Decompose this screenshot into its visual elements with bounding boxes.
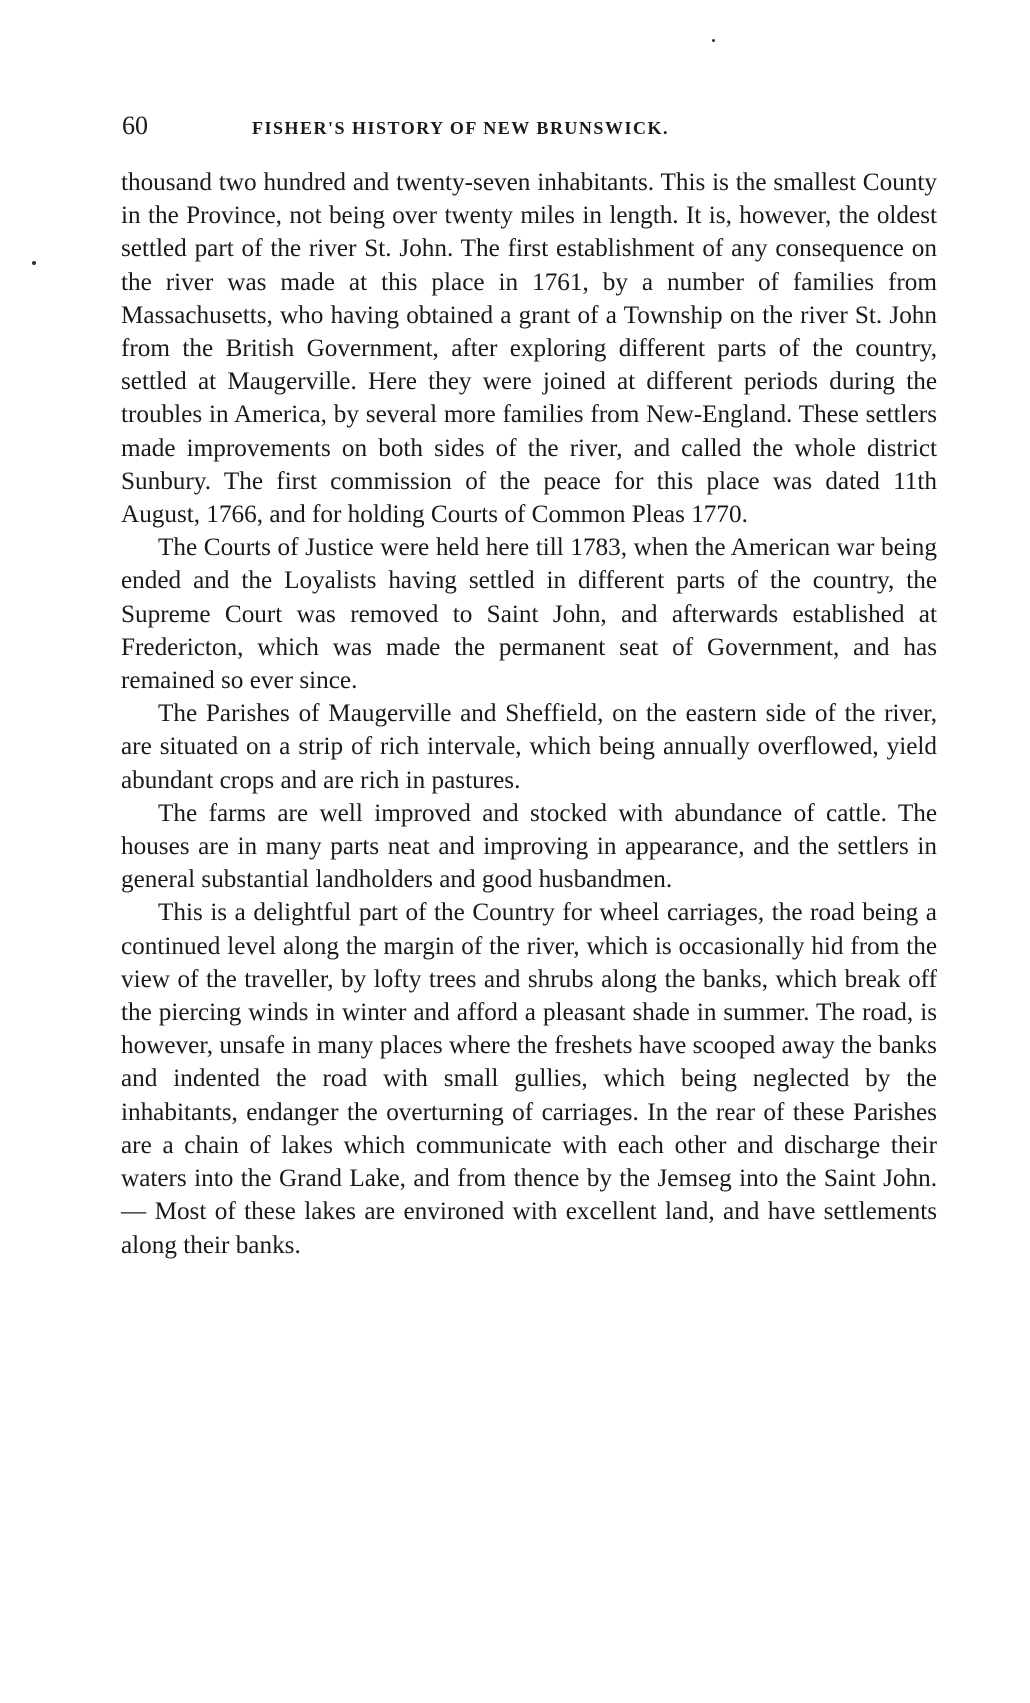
paragraph: The farms are well improved and stocked with abundance of cattle. The houses are in many parts neat and improving in appearance, and the settlers in general substantial landholders and good husbandmen. <box>121 799 937 894</box>
paragraph: thousand two hundred and twenty-seven inhabitants. This is the smallest County in the Province, not being over twenty miles in length. It is, however, the oldest settled part of the river St. John. The first establishment of any consequence on the river was made at this place in 1761, by a number of families from Massachusetts, who having obtained a grant of a Township on the river St. John from the British Government, after exploring different parts of the country, settled at Maugerville. Here they were joined at different periods during the troubles in America, by several more families from New-England. These settlers made improvements on both sides of the river, and called the whole district Sunbury. The first commission of the peace for this place was dated 11th August, 1766, and for holding Courts of Common Pleas 1770. <box>121 169 937 529</box>
body-text <box>121 166 937 1262</box>
running-head <box>122 110 942 142</box>
paragraph: The Parishes of Maugerville and Sheffield, on the eastern side of the river, are situated on a strip of rich intervale, which being annually overflowed, yield abundant crops and are rich in pastures. <box>121 700 937 794</box>
paragraph: This is a delightful part of the Country for wheel carriages, the road being a continued level along the margin of the river, which is occasionally hid from the view of the traveller, by lofty trees and shrubs along the banks, which break off the piercing winds in winter and afford a pleasant shade in summer. The road, is however, unsafe in many places where the freshets have scooped away the banks and indented the road with small gullies, which being neglected by the inhabitants, endanger the overturning of carriages. In the rear of these Parishes are a chain of lakes which communicate with each other and discharge their waters into the Grand Lake, and from thence by the Jemseg into the Saint John.— Most of these lakes are environed with excellent land, and have settlements along their banks. <box>121 899 937 1259</box>
page-number: 60 <box>122 111 148 140</box>
running-title: FISHER'S HISTORY OF NEW BRUNSWICK. <box>252 118 669 138</box>
scan-speck <box>712 39 715 42</box>
paragraph: The Courts of Justice were held here till 1783, when the American war being ended and the Loyalists having settled in different parts of the country, the Supreme Court was removed to Saint John, and afterwards established at Fredericton, which was made the permanent seat of Government, and has remained so ever since. <box>121 534 937 695</box>
scan-speck <box>32 261 36 265</box>
